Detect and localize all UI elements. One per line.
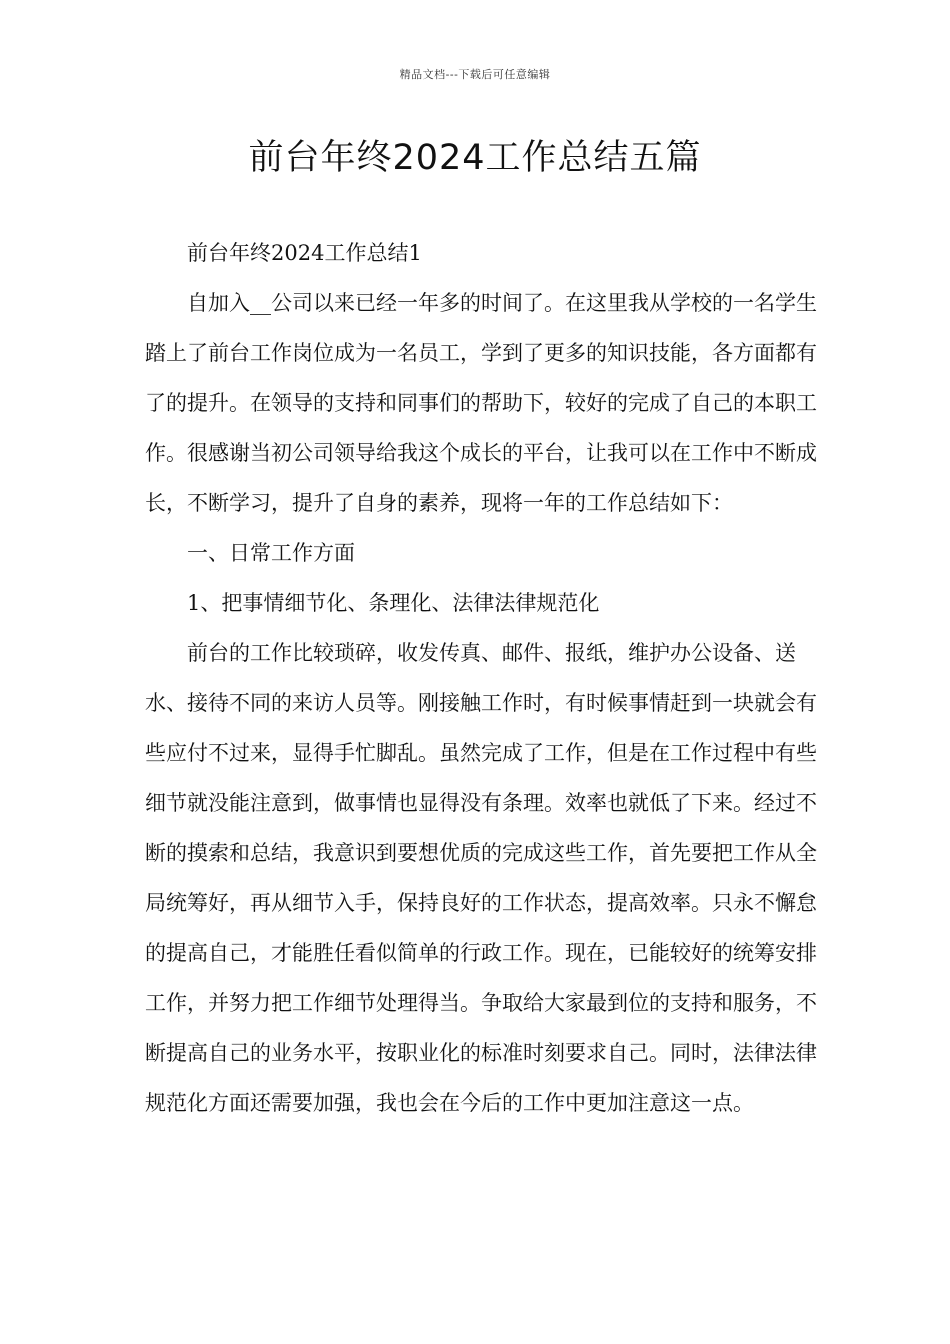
document-title: 前台年终2024工作总结五篇 [248,138,702,178]
section-heading: 前台年终2024工作总结1 [187,241,422,265]
subsection-heading: 一、日常工作方面 [187,541,355,565]
item-heading: 1、把事情细节化、条理化、法律法律规范化 [187,591,600,615]
document-body [145,228,835,1128]
paragraph: 前台的工作比较琐碎，收发传真、邮件、报纸，维护办公设备、送水、接待不同的来访人员等。刚接触工作时，有时候事情赶到一块就会有些应付不过来，显得手忙脚乱。虽然完成了工作，但是在工作过程中有些细节就没能注意到，做事情也显得没有条理。效率也就低了下来。经过不断的摸索和总结，我意识到要想优质的完成这些工作，首先要把工作从全局统筹好，再从细节入手，保持良好的工作状态，提高效率。只永不懈怠的提高自己，才能胜任看似简单的行政工作。现在，已能较好的统筹安排工作，并努力把工作细节处理得当。争取给大家最到位的支持和服务，不断提高自己的业务水平，按职业化的标准时刻要求自己。同时，法律法律规范化方面还需要加强，我也会在今后的工作中更加注意这一点。 [145,641,817,1115]
paragraph: 自加入__公司以来已经一年多的时间了。在这里我从学校的一名学生踏上了前台工作岗位成为一名员工，学到了更多的知识技能，各方面都有了的提升。在领导的支持和同事们的帮助下，较好的完成了自己的本职工作。很感谢当初公司领导给我这个成长的平台，让我可以在工作中不断成长，不断学习，提升了自身的素养，现将一年的工作总结如下： [145,291,817,515]
header-note: 精品文档---下载后可任意编辑 [399,68,551,81]
